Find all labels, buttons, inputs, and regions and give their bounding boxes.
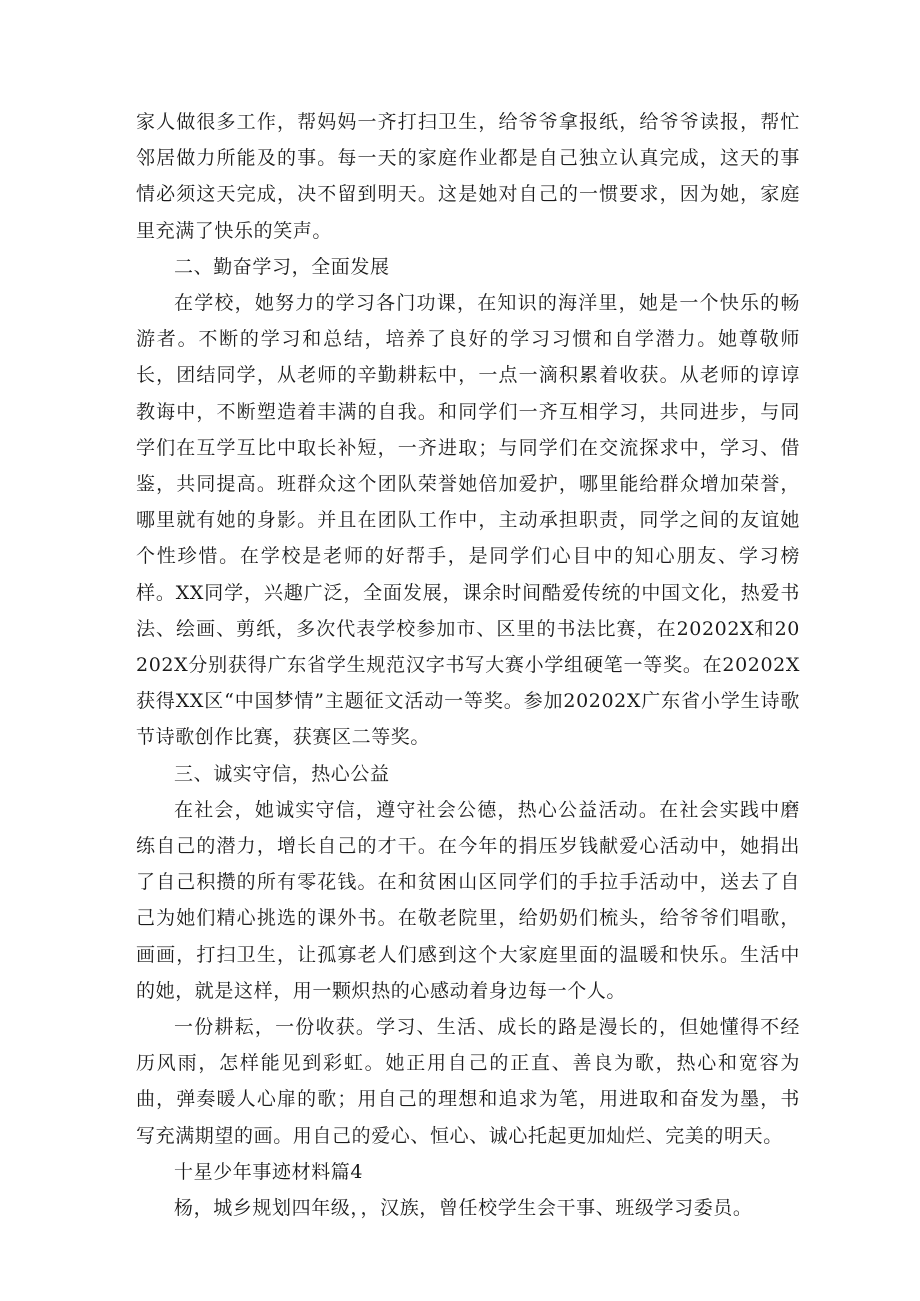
paragraph-profile: 杨，城乡规划四年级，，汉族，曾任校学生会干事、班级学习委员。 <box>174 1197 753 1220</box>
section-heading-honesty: 三、诚实守信，热心公益 <box>174 762 390 785</box>
chapter-title: 十星少年事迹材料篇4 <box>174 1160 364 1183</box>
paragraph-school: 在学校，她努力的学习各门功课，在知识的海洋里，她是一个快乐的畅游者。不断的学习和总结，培养了良好的学习习惯和自学潜力。她尊敬师长，团结同学，从老师的辛勤耕耘中，一点一滴积累着收获。从老师的谆谆教诲中，不断塑造着丰满的自我。和同学们一齐互相学习，共同进步，与同学们在互学互比中取长补短，一齐进取；与同学们在交流探求中，学习、借鉴，共同提高。班群众这个团队荣誉她倍加爱护，哪里能给群众增加荣誉，哪里就有她的身影。并且在团队工作中，主动承担职责，同学之间的友谊她个性珍惜。在学校是老师的好帮手，是同学们心目中的知心朋友、学习榜样。XX同学，兴趣广泛，全面发展，课余时间酷爱传统的中国文化，热爱书法、绘画、剪纸，多次代表学校参加市、区里的书法比赛，在20202X和20202X分别获得广东省学生规范汉字书写大赛小学组硬笔一等奖。在20202X获得XX区“中国梦情”主题征文活动一等奖。参加20202X广东省小学生诗歌节诗歌创作比赛，获赛区二等奖。 <box>136 292 800 749</box>
paragraph-conclusion: 一份耕耘，一份收获。学习、生活、成长的路是漫长的，但她懂得不经历风雨，怎样能见到彩虹。她正用自己的正直、善良为歌，热心和宽容为曲，弹奏暖人心扉的歌；用自己的理想和追求为笔，用进取和奋发为墨，书写充满期望的画。用自己的爱心、恒心、诚心托起更加灿烂、完美的明天。 <box>136 1016 800 1147</box>
paragraph-family: 家人做很多工作，帮妈妈一齐打扫卫生，给爷爷拿报纸，给爷爷读报，帮忙邻居做力所能及的事。每一天的家庭作业都是自己独立认真完成，这天的事情必须这天完成，决不留到明天。这是她对自己的一惯要求，因为她，家庭里充满了快乐的笑声。 <box>136 111 800 242</box>
section-heading-study: 二、勤奋学习，全面发展 <box>174 255 390 278</box>
paragraph-society: 在社会，她诚实守信，遵守社会公德，热心公益活动。在社会实践中磨练自己的潜力，增长自己的才干。在今年的捐压岁钱献爱心活动中，她捐出了自己积攒的所有零花钱。在和贫困山区同学们的手拉手活动中，送去了自己为她们精心挑选的课外书。在敬老院里，给奶奶们梳头，给爷爷们唱歌，画画，打扫卫生，让孤寡老人们感到这个大家庭里面的温暖和快乐。生活中的她，就是这样，用一颗炽热的心感动着身边每一个人。 <box>136 798 800 1002</box>
